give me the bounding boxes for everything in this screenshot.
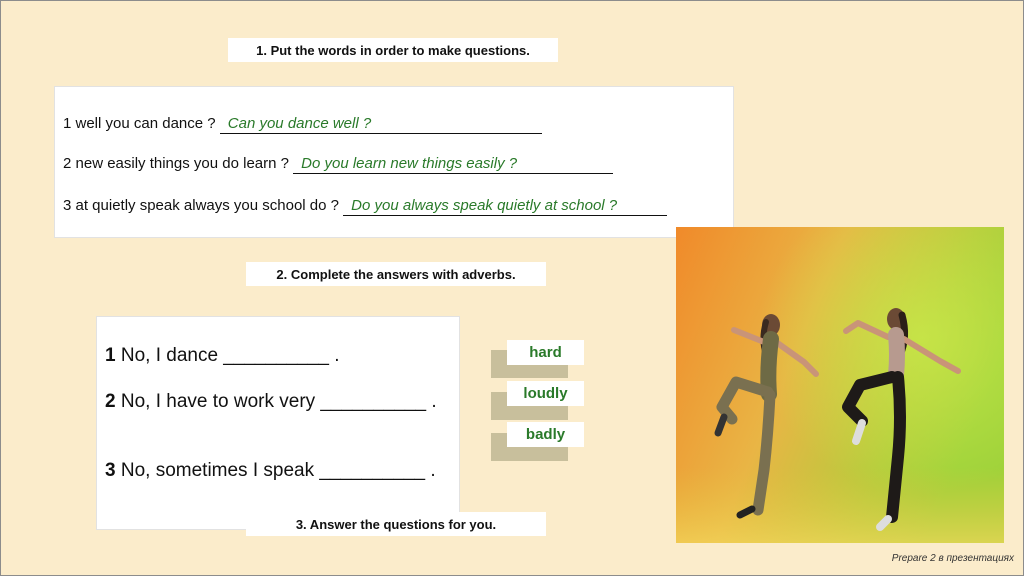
- sentence-3-number: 3: [105, 460, 116, 481]
- sentence-2: [105, 389, 450, 414]
- question-3-answer[interactable]: Do you always speak quietly at school ?: [343, 197, 667, 216]
- sentence-2-number: 2: [105, 391, 116, 412]
- sentence-1-number: 1: [105, 345, 116, 366]
- question-1: [63, 115, 542, 134]
- word-chip-badly[interactable]: badly: [507, 422, 584, 447]
- task1-box: [54, 86, 734, 238]
- word-chip-loudly[interactable]: loudly: [507, 381, 584, 406]
- task2-box: [96, 316, 460, 530]
- sentence-2-text: No, I have to work very __________ .: [115, 391, 437, 412]
- sentence-1: [105, 343, 450, 368]
- question-1-answer[interactable]: Can you dance well ?: [220, 115, 542, 134]
- question-1-prompt: 1 well you can dance ?: [63, 115, 220, 132]
- task3-heading: 3. Answer the questions for you.: [246, 512, 546, 536]
- word-chip-hard[interactable]: hard: [507, 340, 584, 365]
- dancers-photo: [676, 227, 1004, 543]
- question-2-answer[interactable]: Do you learn new things easily ?: [293, 155, 613, 174]
- question-3-prompt: 3 at quietly speak always you school do ?: [63, 197, 344, 214]
- sentence-1-text: No, I dance __________ .: [115, 345, 340, 366]
- sentence-3-text: No, sometimes I speak __________ .: [115, 460, 436, 481]
- task2-heading: 2. Complete the answers with adverbs.: [246, 262, 546, 286]
- task1-heading: 1. Put the words in order to make questions.: [228, 38, 558, 62]
- question-2: [63, 155, 613, 174]
- question-3: [63, 197, 667, 216]
- sentence-3: [105, 458, 450, 483]
- question-2-prompt: 2 new easily things you do learn ?: [63, 155, 294, 172]
- footer-watermark: Prepare 2 в презентациях: [891, 553, 1014, 564]
